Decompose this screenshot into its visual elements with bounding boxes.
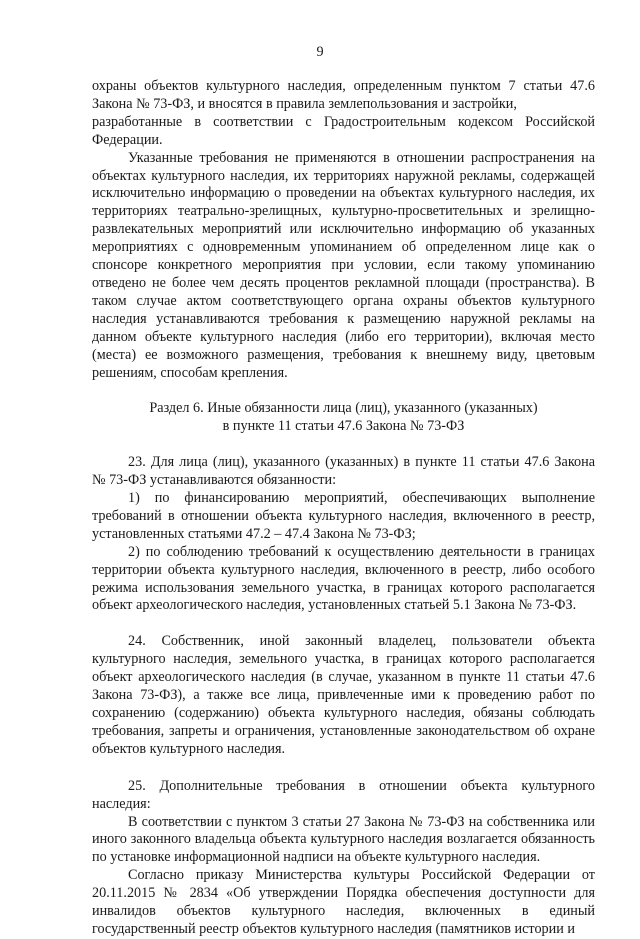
clause-23-item-2: 2) по соблюдению требований к осуществлению деятельности в границах территории объекта культурного наследия, включенного в реестр, либо особого режима использования земельного участка, в границах которого располагается объект археологического наследия, установленных статьей 5.1 Закона № 73-ФЗ. <box>92 543 595 614</box>
clause-25-accessibility-order: Согласно приказу Министерства культуры Российской Федерации от 20.11.2015 № 2834 «Об утверждении Порядка обеспечения доступности для инвалидов объектов культурного наследия, включенных в единый государственный реестр объектов культурного наследия (памятников истории и <box>92 867 595 937</box>
paragraph-advertising-exception: Указанные требования не применяются в отношении распространения на объектах культурного наследия, их территориях наружной рекламы, содержащей исключительно информацию о проведении на объектах культурного наследия, их территориях театрально-зрелищных, культурно-просветительных и зрелищно-развлекательных мероприятий или исключительно информацию об указанных мероприятиях с одновременным упоминанием об определенном лице как о спонсоре конкретного мероприятия при условии, если такому упоминанию отведено не более чем десять процентов рекламной площади (пространства). В таком случае актом соответствующего органа охраны объектов культурного наследия устанавливаются требования к размещению наружной рекламы на данном объекте культурного наследия (либо его территории), включая место (места) ее возможного размещения, требования к внешнему виду, цветовым решениям, способам крепления. <box>92 149 595 381</box>
clause-23: 23. Для лица (лиц), указанного (указанных) в пункте 11 статьи 47.6 Закона № 73-ФЗ устанавливаются обязанности: <box>92 454 595 489</box>
clause-25: 25. Дополнительные требования в отношении объекта культурного наследия: <box>92 777 595 812</box>
section-heading-line-2: в пункте 11 статьи 47.6 Закона № 73-ФЗ <box>222 418 465 435</box>
section-heading-line-1: Раздел 6. Иные обязанности лица (лиц), указанного (указанных) <box>149 400 538 417</box>
clause-24: 24. Собственник, иной законный владелец, пользователи объекта культурного наследия, земельного участка, в границах которого располагается объект археологического наследия (в случае, указанном в пункте 11 статьи 47.6 Закона 73-ФЗ), а также все лица, привлеченные ими к проведению работ по сохранению (содержанию) объекта культурного наследия, обязаны соблюдать требования, запреты и ограничения, установленные законодательством об охране объектов культурного наследия. <box>92 633 595 757</box>
paragraph-continuation-end: разработанные в соответствии с Градостроительным кодексом Российской Федерации. <box>92 113 595 148</box>
section-heading <box>92 400 595 436</box>
clause-23-item-1: 1) по финансированию мероприятий, обеспечивающих выполнение требований в отношении объекта культурного наследия, включенного в реестр, установленных статьями 47.2 – 47.4 Закона № 73-ФЗ; <box>92 490 595 542</box>
paragraph-continuation: охраны объектов культурного наследия, определенным пунктом 7 статьи 47.6 Закона № 73-ФЗ, и вносятся в правила землепользования и застройки, <box>92 78 595 112</box>
clause-25-plaque-obligation: В соответствии с пунктом 3 статьи 27 Закона № 73-ФЗ на собственника или иного законного владельца объекта культурного наследия возлагается обязанность по установке информационной надписи на объекте культурного наследия. <box>92 813 595 866</box>
document-body <box>92 78 595 939</box>
page-number: 9 <box>316 44 324 60</box>
